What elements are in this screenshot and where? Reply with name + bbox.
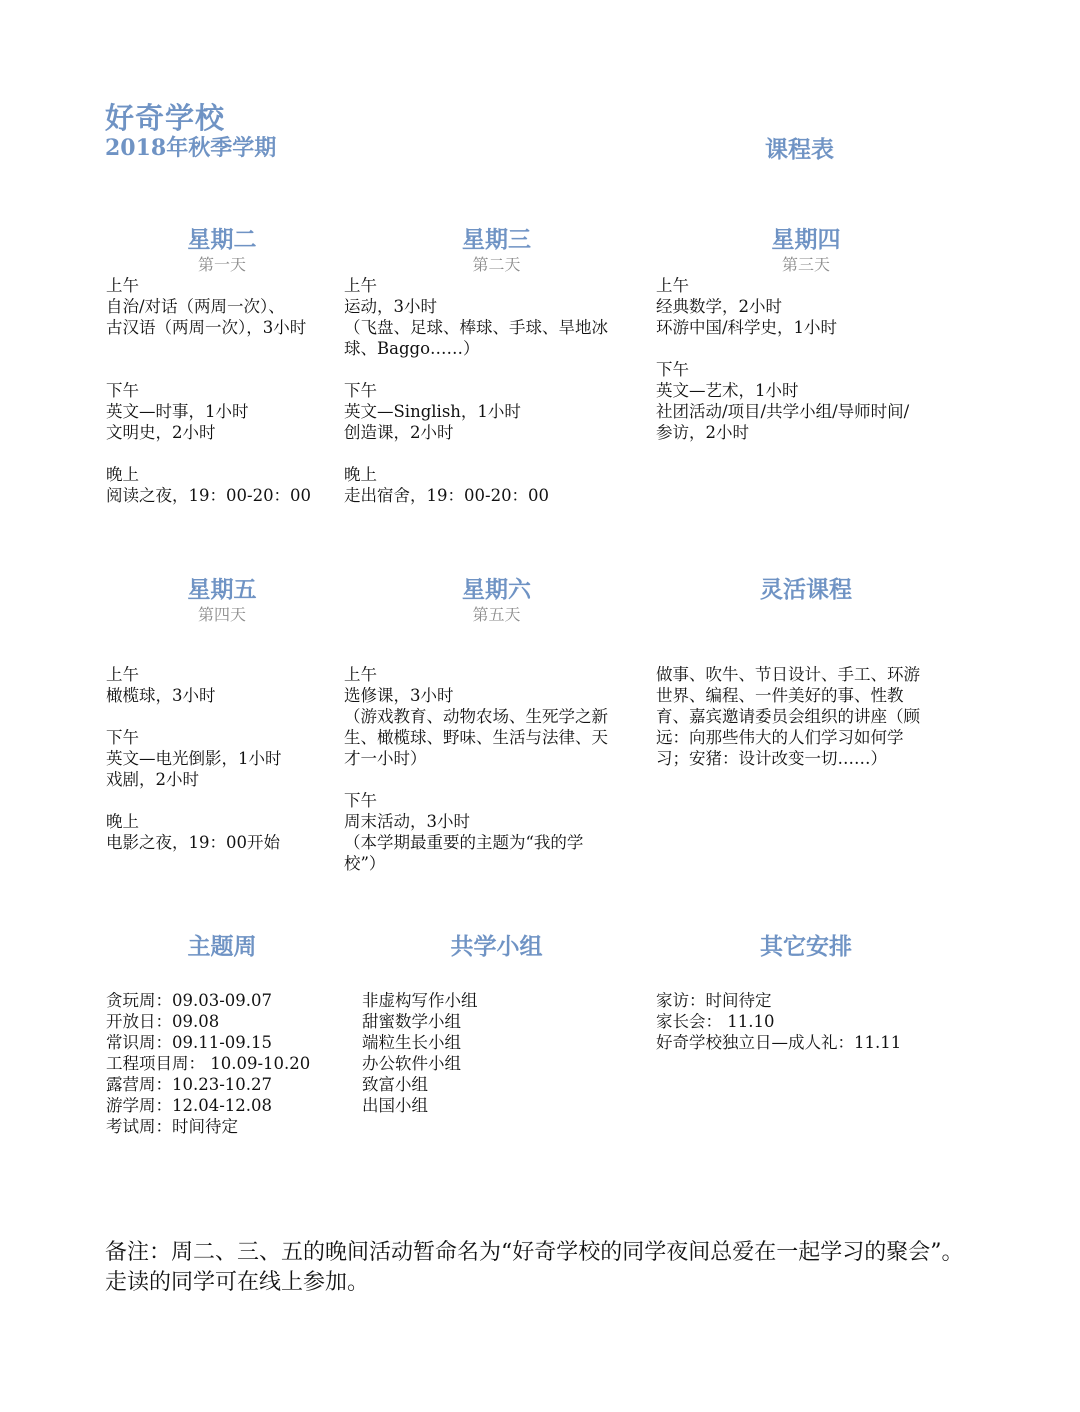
day-block-thursday bbox=[656, 225, 956, 443]
schedule-line: 工程项目周： 10.09-10.20 bbox=[106, 1054, 311, 1073]
theme-weeks-heading: 主题周 bbox=[187, 933, 257, 960]
schedule-line: 英文—Singlish，1小时 bbox=[344, 402, 521, 421]
day-subheading: 第二天 bbox=[472, 255, 521, 274]
schedule-line: 下午 bbox=[344, 381, 377, 400]
schedule-line: 远：向那些伟大的人们学习如何学 bbox=[656, 728, 904, 747]
theme-weeks-list bbox=[106, 990, 346, 1137]
schedule-line: 端粒生长小组 bbox=[362, 1033, 461, 1052]
schedule-line: 晚上 bbox=[344, 465, 377, 484]
day-subheading: 第四天 bbox=[197, 605, 246, 624]
schedule-line bbox=[106, 359, 346, 380]
schedule-line: 校”） bbox=[344, 854, 386, 873]
day-subheading: 第五天 bbox=[472, 605, 521, 624]
schedule-line bbox=[344, 359, 649, 380]
schedule-line: 下午 bbox=[106, 381, 139, 400]
day-subheading: 第一天 bbox=[197, 255, 246, 274]
other-arrangements-heading: 其它安排 bbox=[760, 933, 852, 960]
schedule-line: 英文—艺术，1小时 bbox=[656, 381, 799, 400]
schedule-line: 下午 bbox=[344, 791, 377, 810]
schedule-line bbox=[106, 443, 346, 464]
schedule-line: （飞盘、足球、棒球、手球、旱地冰 bbox=[344, 318, 608, 337]
schedule-line: 考试周：时间待定 bbox=[106, 1117, 238, 1136]
schedule-line: 创造课，2小时 bbox=[344, 423, 454, 442]
schedule-line: 出国小组 bbox=[362, 1096, 428, 1115]
other-arrangements-list bbox=[656, 990, 956, 1053]
day-heading: 星期四 bbox=[771, 226, 841, 253]
schedule-line: 戏剧，2小时 bbox=[106, 770, 199, 789]
footnote: 备注：周二、三、五的晚间活动暂命名为“好奇学校的同学夜间总爱在一起学习的聚会”。走读的同学可在线上参加。 bbox=[105, 1240, 964, 1295]
schedule-line: 下午 bbox=[106, 728, 139, 747]
schedule-line: 家访：时间待定 bbox=[656, 991, 772, 1010]
schedule-line: 上午 bbox=[344, 276, 377, 295]
schedule-line: 做事、吹牛、节日设计、手工、环游 bbox=[656, 665, 920, 684]
schedule-line: 选修课，3小时 bbox=[344, 686, 454, 705]
schedule-line: 习；安猪：设计改变一切……） bbox=[656, 749, 887, 768]
schedule-line: 上午 bbox=[106, 276, 139, 295]
flexible-courses-heading: 灵活课程 bbox=[760, 576, 852, 603]
schedule-line bbox=[656, 338, 956, 359]
schedule-line: 橄榄球，3小时 bbox=[106, 686, 216, 705]
day-schedule bbox=[344, 275, 649, 506]
day-block-saturday bbox=[344, 575, 649, 874]
schedule-line: 社团活动/项目/共学小组/导师时间/ bbox=[656, 402, 910, 421]
schedule-line bbox=[344, 769, 649, 790]
flexible-courses-block bbox=[656, 575, 956, 769]
schedule-line: 晚上 bbox=[106, 465, 139, 484]
schedule-line: 常识周：09.11-09.15 bbox=[106, 1033, 273, 1052]
schedule-line: 参访，2小时 bbox=[656, 423, 749, 442]
schedule-line: 晚上 bbox=[106, 812, 139, 831]
flexible-courses-text bbox=[656, 664, 956, 769]
schedule-line: 自治/对话（两周一次）、 bbox=[106, 297, 285, 316]
schedule-line bbox=[106, 790, 346, 811]
flexible-courses-subheading bbox=[656, 605, 956, 625]
schedule-line: 下午 bbox=[656, 360, 689, 379]
day-block-wednesday bbox=[344, 225, 649, 506]
schedule-line: 周末活动，3小时 bbox=[344, 812, 470, 831]
schedule-line: 经典数学，2小时 bbox=[656, 297, 782, 316]
day-subheading: 第三天 bbox=[781, 255, 830, 274]
schedule-line bbox=[106, 338, 346, 359]
schedule-line: 世界、编程、一件美好的事、性教 bbox=[656, 686, 904, 705]
day-schedule bbox=[106, 275, 346, 506]
schedule-line: 上午 bbox=[106, 665, 139, 684]
schedule-line: 露营周：10.23-10.27 bbox=[106, 1075, 273, 1094]
schedule-line: 古汉语（两周一次），3小时 bbox=[106, 318, 307, 337]
schedule-line: 育、嘉宾邀请委员会组织的讲座（顾 bbox=[656, 707, 920, 726]
schedule-line: 运动，3小时 bbox=[344, 297, 437, 316]
schedule-line: 家长会： 11.10 bbox=[656, 1012, 775, 1031]
schedule-line: 生、橄榄球、野味、生活与法律、天 bbox=[344, 728, 608, 747]
schedule-line: 贪玩周：09.03-09.07 bbox=[106, 991, 273, 1010]
day-block-friday bbox=[106, 575, 346, 853]
schedule-line: （本学期最重要的主题为“我的学 bbox=[344, 833, 584, 852]
schedule-line: 游学周：12.04-12.08 bbox=[106, 1096, 273, 1115]
day-schedule bbox=[106, 664, 346, 853]
schedule-line: 好奇学校独立日—成人礼：11.11 bbox=[656, 1033, 902, 1052]
schedule-line: 英文—电光倒影，1小时 bbox=[106, 749, 282, 768]
schedule-line: 英文—时事，1小时 bbox=[106, 402, 249, 421]
schedule-line: 上午 bbox=[344, 665, 377, 684]
term-label: 2018年秋季学期 bbox=[105, 135, 277, 161]
day-block-tuesday bbox=[106, 225, 346, 506]
schedule-line: 办公软件小组 bbox=[362, 1054, 461, 1073]
schedule-line: 才一小时） bbox=[344, 749, 427, 768]
schedule-line: 阅读之夜，19：00-20：00 bbox=[106, 486, 312, 505]
day-schedule bbox=[344, 664, 649, 874]
theme-weeks-block bbox=[106, 932, 346, 1137]
schedule-line: 走出宿舍，19：00-20：00 bbox=[344, 486, 550, 505]
schedule-line: 环游中国/科学史，1小时 bbox=[656, 318, 838, 337]
schedule-line: 文明史，2小时 bbox=[106, 423, 216, 442]
day-heading: 星期二 bbox=[187, 226, 257, 253]
school-name: 好奇学校 bbox=[105, 101, 226, 135]
schedule-line: 甜蜜数学小组 bbox=[362, 1012, 461, 1031]
schedule-line: 开放日：09.08 bbox=[106, 1012, 220, 1031]
other-arrangements-block bbox=[656, 932, 956, 1053]
schedule-line: 球、Baggo……） bbox=[344, 339, 480, 358]
day-heading: 星期六 bbox=[462, 576, 531, 603]
study-groups-block bbox=[344, 932, 649, 1116]
study-groups-heading: 共学小组 bbox=[450, 933, 543, 960]
day-heading: 星期三 bbox=[462, 226, 531, 253]
schedule-line: （游戏教育、动物农场、生死学之新 bbox=[344, 707, 608, 726]
schedule-line: 电影之夜，19：00开始 bbox=[106, 833, 280, 852]
schedule-line: 非虚构写作小组 bbox=[362, 991, 478, 1010]
schedule-line: 上午 bbox=[656, 276, 689, 295]
schedule-title: 课程表 bbox=[765, 136, 834, 163]
day-heading: 星期五 bbox=[187, 576, 257, 603]
schedule-line bbox=[106, 706, 346, 727]
schedule-line: 致富小组 bbox=[362, 1075, 428, 1094]
day-schedule bbox=[656, 275, 956, 443]
schedule-line bbox=[344, 443, 649, 464]
study-groups-list bbox=[344, 990, 649, 1116]
